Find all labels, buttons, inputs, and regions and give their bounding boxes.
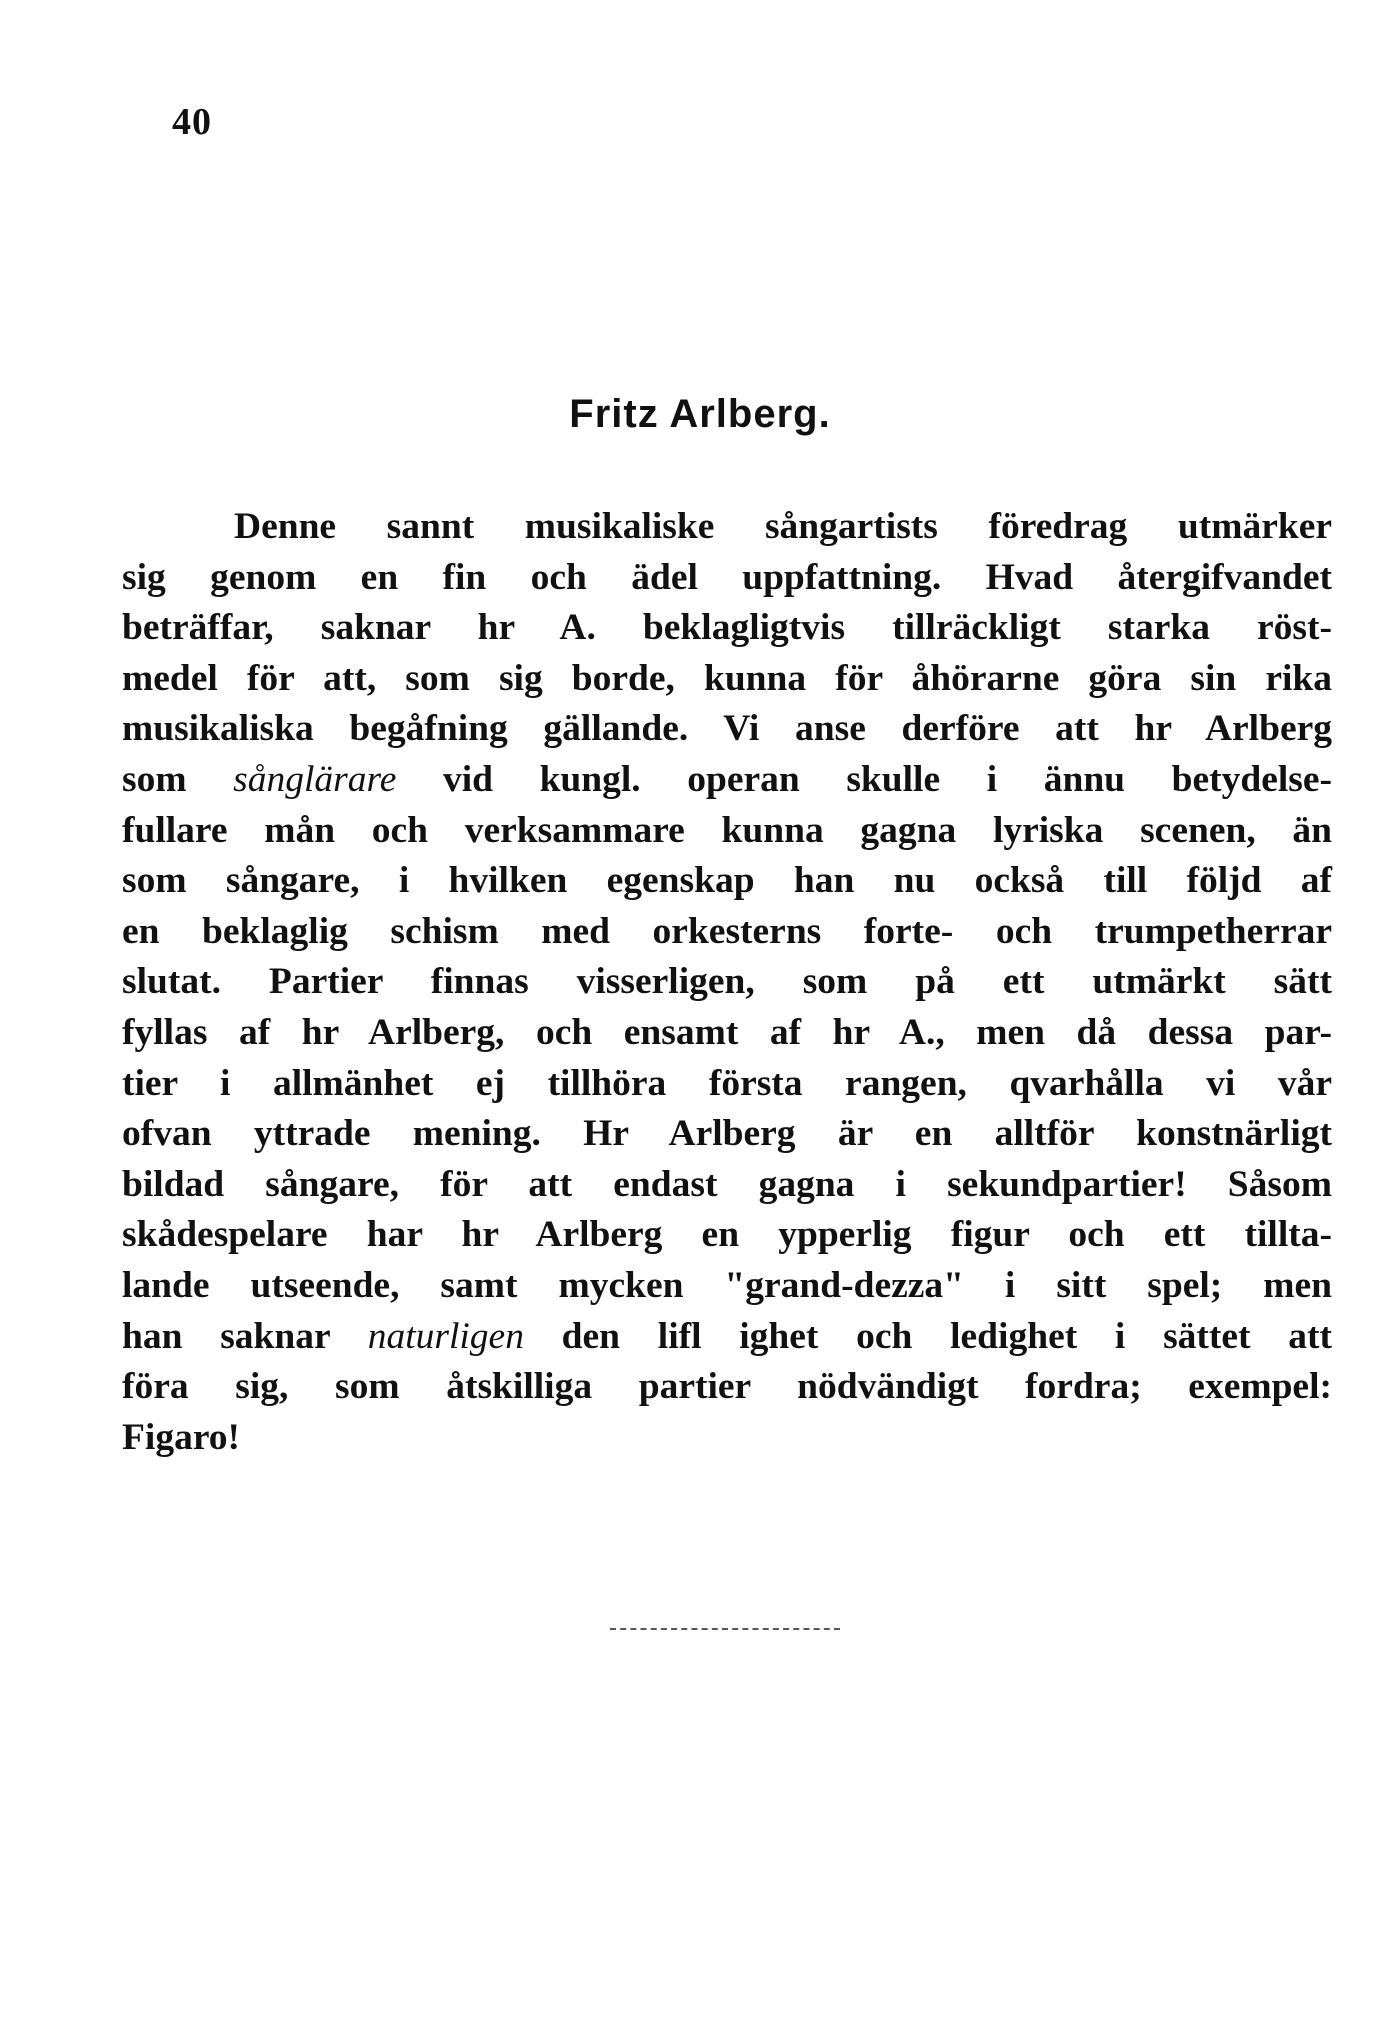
text-line: slutat. Partier finnas visserligen, som på ett utmärkt sätt bbox=[122, 961, 1332, 1003]
text-line: fyllas af hr Arlberg, och ensamt af hr A., men då dessa par- bbox=[122, 1011, 1332, 1053]
text-line: en beklaglig schism med orkesterns forte- och trumpetherrar bbox=[122, 910, 1332, 952]
text-line: beträffar, saknar hr A. beklagligtvis tillräckligt starka röst- bbox=[122, 607, 1332, 649]
section-divider bbox=[610, 1628, 840, 1630]
text-run: vid kungl. operan skulle i ännu betydelse- bbox=[396, 758, 1332, 800]
text-line: fullare mån och verksammare kunna gagna lyriska scenen, än bbox=[122, 809, 1332, 851]
text-run: den lifl ighet och ledighet i sättet att bbox=[523, 1315, 1332, 1357]
text-line: som sångare, i hvilken egenskap han nu också till följd af bbox=[122, 860, 1332, 902]
text-line: bildad sångare, för att endast gagna i sekundpartier! Såsom bbox=[122, 1163, 1332, 1205]
page-number: 40 bbox=[172, 101, 212, 143]
text-line: tier i allmänhet ej tillhöra första rangen, qvarhålla vi vår bbox=[122, 1062, 1332, 1104]
text-line: föra sig, som åtskilliga partier nödvändigt fordra; exempel: bbox=[122, 1366, 1332, 1408]
section-heading: Fritz Arlberg. bbox=[569, 392, 831, 436]
text-line: lande utseende, samt mycken "grand-dezza" i sitt spel; men bbox=[122, 1264, 1332, 1306]
text-line: Figaro! bbox=[122, 1416, 241, 1458]
text-line: musikaliska begåfning gällande. Vi anse derföre att hr Arlberg bbox=[122, 708, 1332, 750]
text-line: medel för att, som sig borde, kunna för åhörarne göra sin rika bbox=[122, 657, 1332, 699]
emphasized-word: naturligen bbox=[367, 1315, 524, 1357]
body-paragraph bbox=[122, 502, 1332, 1463]
text-run: som bbox=[122, 758, 234, 800]
text-line: skådespelare har hr Arlberg en ypperlig figur och ett tillta- bbox=[122, 1214, 1332, 1256]
text-line bbox=[122, 755, 1332, 806]
text-line: Denne sannt musikaliske sångartists föredrag utmärker bbox=[234, 506, 1332, 547]
text-line: sig genom en fin och ädel uppfattning. Hvad återgifvandet bbox=[122, 556, 1332, 598]
text-line bbox=[122, 1312, 1332, 1363]
text-line: ofvan yttrade mening. Hr Arlberg är en alltför konstnärligt bbox=[122, 1113, 1332, 1155]
emphasized-word: sånglärare bbox=[233, 758, 397, 800]
text-run: han saknar bbox=[122, 1315, 368, 1357]
